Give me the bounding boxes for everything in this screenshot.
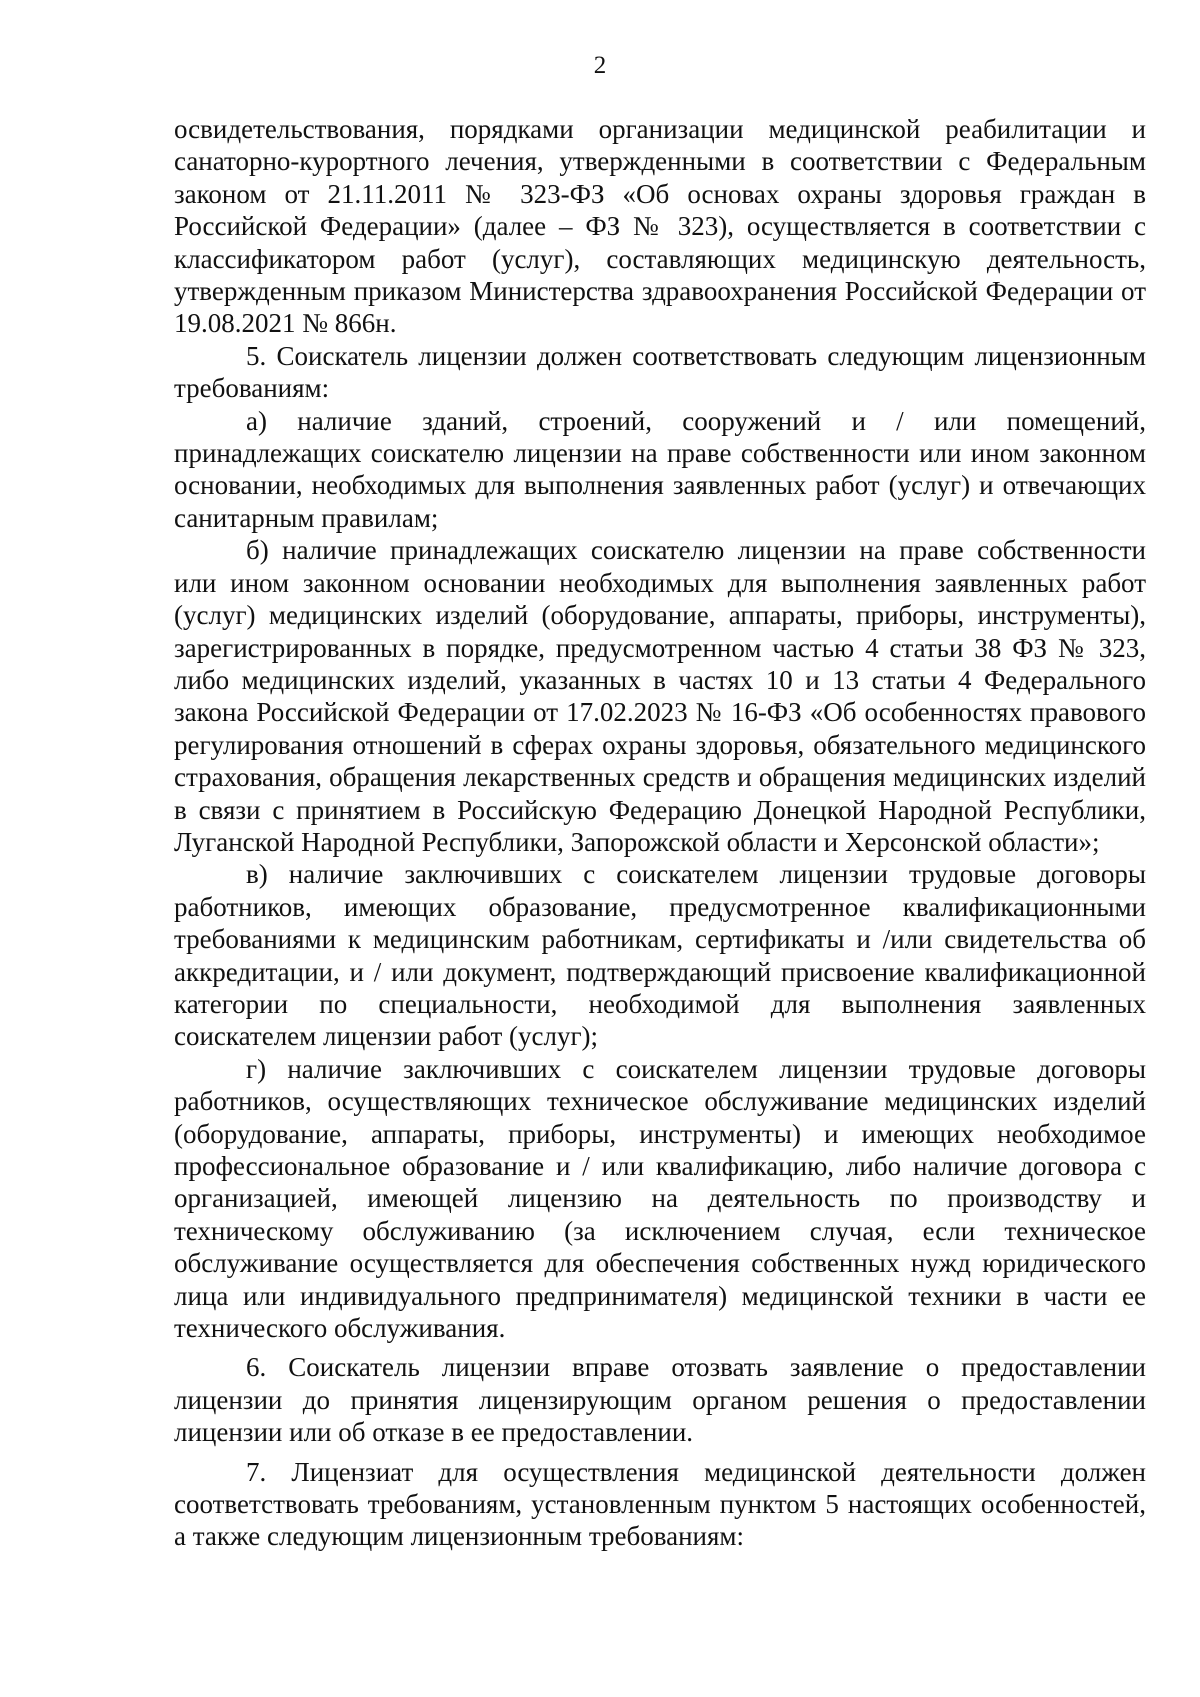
document-body bbox=[174, 113, 1146, 1553]
paragraph-item-6: 6. Соискатель лицензии вправе отозвать заявление о предоставлении лицензии до принятия лицензирующим органом решения о предоставлении лицензии или об отказе в ее предоставлении. bbox=[174, 1352, 1146, 1448]
paragraph-item-7: 7. Лицензиат для осуществления медицинской деятельности должен соответствовать требованиям, установленным пунктом 5 настоящих особенностей, а также следующим лицензионным требованиям: bbox=[174, 1456, 1146, 1552]
paragraph-subitem-a: а) наличие зданий, строений, сооружений и / или помещений, принадлежащих соискателю лицензии на праве собственности или ином законном основании, необходимых для выполнения заявленных работ (услуг) и отвечающих санитарным правилам; bbox=[174, 405, 1146, 533]
paragraph-item-5: 5. Соискатель лицензии должен соответствовать следующим лицензионным требованиям: bbox=[174, 340, 1146, 404]
paragraph-subitem-v: в) наличие заключивших с соискателем лицензии трудовые договоры работников, имеющих образование, предусмотренное квалификационными требованиями к медицинским работникам, сертификаты и /или свидетельства об аккредитации, и / или документ, подтверждающий присвоение квалификационной категории по специальности, необходимой для выполнения заявленных соискателем лицензии работ (услуг); bbox=[174, 859, 1146, 1052]
page-number: 2 bbox=[593, 52, 607, 79]
paragraph-continuation: освидетельствования, порядками организации медицинской реабилитации и санаторно-курортного лечения, утвержденными в соответствии с Федеральным законом от 21.11.2011 № 323-ФЗ «Об основах охраны здоровья граждан в Российской Федерации» (далее – ФЗ № 323), осуществляется в соответствии с классификатором работ (услуг), составляющих медицинскую деятельность, утвержденным приказом Министерства здравоохранения Российской Федерации от 19.08.2021 № 866н. bbox=[174, 114, 1146, 339]
paragraph-subitem-b: б) наличие принадлежащих соискателю лицензии на праве собственности или ином законном основании необходимых для выполнения заявленных работ (услуг) медицинских изделий (оборудование, аппараты, приборы, инструменты), зарегистрированных в порядке, предусмотренном частью 4 статьи 38 ФЗ № 323, либо медицинских изделий, указанных в частях 10 и 13 статьи 4 Федерального закона Российской Федерации от 17.02.2023 № 16-ФЗ «Об особенностях правового регулирования отношений в сферах охраны здоровья, обязательного медицинского страхования, обращения лекарственных средств и обращения медицинских изделий в связи с принятием в Российскую Федерацию Донецкой Народной Республики, Луганской Народной Республики, Запорожской области и Херсонской области»; bbox=[174, 535, 1146, 857]
paragraph-subitem-g: г) наличие заключивших с соискателем лицензии трудовые договоры работников, осуществляющих техническое обслуживание медицинских изделий (оборудование, аппараты, приборы, инструменты) и имеющих необходимое профессиональное образование и / или квалификацию, либо наличие договора с организацией, имеющей лицензию на деятельность по производству и техническому обслуживанию (за исключением случая, если техническое обслуживание осуществляется для обеспечения собственных нужд юридического лица или индивидуального предпринимателя) медицинской техники в части ее технического обслуживания. bbox=[174, 1053, 1146, 1344]
